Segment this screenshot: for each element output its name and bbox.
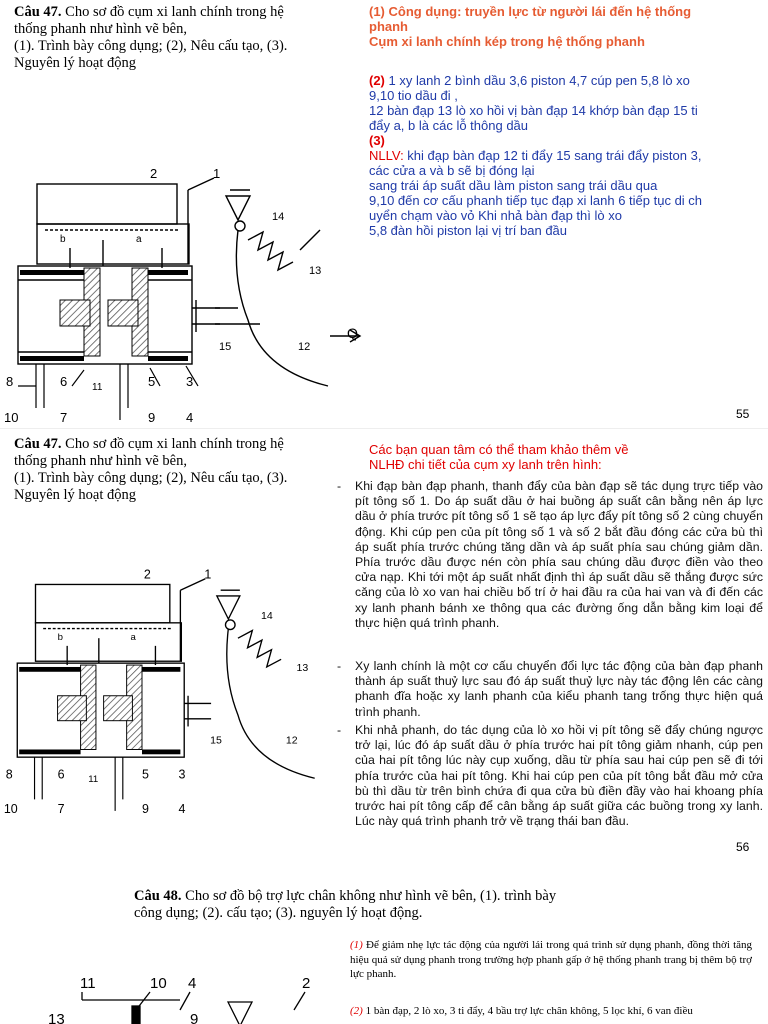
diagram-label: b [57, 632, 63, 644]
diagram-label: 9 [148, 410, 156, 425]
ans1-label: (1) [350, 939, 363, 951]
ans2-line: 1 bàn đạp, 2 lò xo, 3 ti đẩy, 4 bầu trợ lực chân không, 5 lọc khí, 6 van điều [365, 1005, 693, 1017]
diagram-label: 13 [309, 265, 322, 277]
answer2-line: 12 bàn đạp 13 lò xo hồi vị bàn đạp 14 khớp bàn đạp 15 ti [369, 103, 698, 118]
diagram-label: 4 [188, 975, 197, 992]
bullet-text: Xy lanh chính là một cơ cấu chuyển đổi lực tác động của bàn đạp phanh thành áp suất thuỷ lực sau đó áp suất thuỷ lực này tác động lên các càng phanh đĩa hoặc xy lanh phanh của kiểu phanh tang trống thực hiện quá trình phanh. [355, 659, 763, 719]
diagram-label: 8 [6, 374, 14, 389]
diagram-label: 6 [60, 374, 68, 389]
bullet-text: Khi nhả phanh, do tác dụng của lò xo hồi vị pít tông sẽ đẩy chúng ngược trở lại, lúc đó áp suất dầu ở phía trước hai pít tông giảm nhanh, cúp pen của hai pít tông lúc này cụp xuống, dầu từ phía sau hai cúp pen sẽ đi tới phía trước của hai pít tông. Khi hai cúp pen của pít tông bắt đầu mở cửa bù thì dầu từ trên bình chứa đi qua cửa bù điền đầy vào hai khoang phía trước hai pít tông cấp để cân bằng áp suất giữa các buồng trong xy lanh. Lúc này quá trình phanh trở về trạng thái ban đầu. [355, 723, 763, 829]
question-line: Cho sơ đồ cụm xi lanh chính trong hệ [65, 4, 284, 20]
slide1-question [14, 4, 339, 72]
answer2-block [369, 73, 764, 238]
diagram-label: a [130, 632, 136, 644]
diagram-label: 2 [143, 567, 151, 582]
diagram-label: 10 [3, 801, 18, 816]
slide-divider [0, 428, 768, 429]
reservior-top [37, 184, 177, 224]
diagram-label: Q [347, 325, 358, 341]
answer2-line: đẩy a, b là các lỗ thông dầu [369, 118, 529, 133]
diagram-label: 3 [178, 767, 186, 782]
question-line: thống phanh như hình vẽ bên, [14, 21, 187, 37]
note-block [369, 442, 759, 472]
diagram-label: 5 [142, 767, 149, 782]
answer1-title: (1) Công dụng: truyền lực từ người lái đến hệ thống [369, 4, 692, 19]
answer3-label: (3) [369, 133, 385, 148]
bullet-item: - Khi đạp bàn đạp phanh, thanh đẩy của bàn đạp sẽ tác dụng trực tiếp vào pít tông số 1. Do áp suất dầu ở hai buồng áp suất cân bằng nên áp lực dầu ở phía trước pít tông số 1 sẽ tạo áp lực đẩy pít tông số 2 cùng chuyển động. Khi cúp pen của pít tông số 1 và số 2 bắt đầu đóng các cửa bù thì áp suất phía trước chúng tăng dần và áp suất phía sau chúng giảm dần. Phía trước dầu được nén còn phía sau chúng dầu được điền vào theo cửa nạp. Khi tới một áp suất nhất định thì áp suất dầu sẽ thắng được sức căng của lò xo van hai chiều bố trí ở hai đầu ra của hai van và đi đến các xy lanh phanh bánh xe thông qua các đường ống dẫn bằng kim loại để thực hiện quá trình phanh. [337, 479, 763, 630]
answer3-line: khi đạp bàn đạp 12 ti đẩy 15 sang trái đẩy piston 3, [403, 148, 702, 163]
question-line: Cho sơ đồ bộ trợ lực chân không như hình vẽ bên, (1). trình bày [185, 888, 557, 904]
ans1-line: đồng thời tăng hiệu quả sử dụng phanh trong trường hợp phanh gấp ở hệ [350, 939, 753, 966]
bullet-item: - Xy lanh chính là một cơ cấu chuyển đổi lực tác động của bàn đạp phanh thành áp suất thuỷ lực sau đó áp suất thuỷ lực này tác động lên các càng phanh đĩa hoặc xy lanh phanh của kiểu phanh tang trống thực hiện quá trình phanh. [337, 659, 763, 719]
diagram-label: 2 [302, 975, 311, 992]
diagram-label: 4 [186, 410, 194, 425]
diagram-label: 13 [296, 661, 309, 674]
answer2-line: 9,10 tio dầu đi , [369, 88, 458, 103]
answer3-line: uyển chạm vào vỏ Khi nhả bàn đạp thì lò xo [369, 208, 622, 223]
question-line: thống phanh như hình vẽ bên, [14, 453, 187, 469]
diagram-label: 10 [150, 975, 167, 992]
diagram-label: 5 [148, 374, 156, 389]
diagram-label: 4 [178, 801, 186, 816]
question-line: (1). Trình bày công dụng; (2), Nêu cấu tạo, (3). [14, 38, 288, 54]
slide2-question [14, 436, 339, 504]
vacuum-booster-diagram [0, 970, 340, 1024]
diagram-label: 13 [48, 1011, 65, 1024]
diagram-label: 10 [4, 410, 19, 425]
diagram-label: 8 [5, 767, 13, 782]
bullet-item: - Khi nhả phanh, do tác dụng của lò xo hồi vị pít tông sẽ đẩy chúng ngược trở lại, lúc đó áp suất dầu ở phía trước hai pít tông giảm nhanh, cúp pen của hai pít tông lúc này cụp xuống, dầu từ phía sau hai cúp pen sẽ đi tới phía trước của hai pít tông. Khi hai cúp pen của pít tông bắt đầu mở cửa bù thì dầu từ trên bình chứa đi qua cửa bù điền đầy vào hai khoang phía trước hai pít tông cấp để cân bằng áp suất giữa các buồng trong xy lanh. Lúc này quá trình phanh trở về trạng thái ban đầu. [337, 723, 763, 829]
answer1-block [369, 4, 764, 49]
answer3-line: sang trái áp suất dầu làm piston sang trái dầu qua [369, 178, 658, 193]
question-label: Câu 48. [134, 888, 182, 904]
note-line: Các bạn quan tâm có thể tham khảo thêm về [369, 442, 629, 457]
question-label: Câu 47. [14, 4, 62, 20]
note-line: NLHĐ chi tiết của cụm xy lanh trên hình: [369, 457, 602, 472]
slide3-question [134, 888, 734, 922]
answer1-title-cont: phanh [369, 19, 408, 34]
ans2-label: (2) [350, 1005, 363, 1017]
diagram-label: 15 [219, 341, 232, 353]
ans1-line: Để giảm nhẹ lực tác động của người lái trong quá trình sử dụng phanh, [366, 939, 685, 951]
diagram-label: 7 [57, 801, 65, 816]
question-label: Câu 47. [14, 436, 62, 452]
question-line: Cho sơ đồ cụm xi lanh chính trong hệ [65, 436, 284, 452]
diagram-label: 12 [285, 734, 298, 747]
diagram-label: 11 [88, 774, 99, 786]
diagram-label: 15 [210, 734, 222, 747]
answer2-line: 1 xy lanh 2 bình dầu 3,6 piston 4,7 cúp pen 5,8 lò xo [388, 73, 690, 88]
diagram-label: 2 [150, 166, 158, 181]
diagram-label: 12 [298, 341, 311, 353]
diagram-label: 6 [57, 767, 65, 782]
bullet-text: Khi đạp bàn đạp phanh, thanh đẩy của bàn đạp sẽ tác dụng trực tiếp vào pít tông số 1. Do áp suất dầu ở hai buồng áp suất cân bằng nên áp lực dầu ở phía trước pít tông số 1 sẽ tạo áp lực đẩy pít tông số 2 cùng chuyển động. Khi cúp pen của pít tông số 1 và số 2 bắt đầu đóng các cửa bù thì áp suất phía trước chúng tăng dần và áp suất phía sau chúng giảm dần. Phía trước dầu được nén còn phía sau chúng dầu được điền vào theo cửa nạp. Khi tới một áp suất nhất định thì áp suất dầu sẽ thắng được sức căng của lò xo van hai chiều bố trí ở hai đầu ra của hai van và đi đến các xy lanh phanh bánh xe thông qua các đường ống dẫn bằng kim loại để thực hiện quá trình phanh. [355, 479, 763, 630]
diagram-label: 11 [92, 382, 103, 393]
question-line: (1). Trình bày công dụng; (2), Nêu cấu tạo, (3). [14, 470, 288, 486]
diagram-label: a [136, 234, 142, 245]
diagram-label: 1 [213, 166, 221, 181]
diagram-label: 3 [186, 374, 194, 389]
cylinder-body [18, 266, 192, 364]
answer2-label: (2) [369, 73, 385, 88]
ans1-line: thống phanh trang bị thêm bộ trợ lực phanh. [350, 953, 752, 980]
nllv-label: NLLV: [369, 148, 404, 163]
question-line: Nguyên lý hoạt động [14, 487, 137, 503]
diagram-label: 9 [190, 1011, 199, 1024]
diagram-label: 14 [260, 610, 273, 622]
answer3-line: 9,10 đến cơ cấu phanh tiếp tục đạp xi lanh 6 tiếp tục di ch [369, 193, 703, 208]
diagram-label: 9 [142, 801, 149, 816]
answer3-line: các cửa a và b sẽ bị đóng lại [369, 163, 535, 178]
diagram-label: 11 [80, 975, 96, 992]
diagram-label: 14 [272, 211, 285, 223]
master-cylinder-diagram [0, 160, 370, 428]
diagram-label: 7 [60, 410, 68, 425]
slide3-answer1 [350, 938, 752, 982]
answer3-line: 5,8 đàn hồi piston lại vị trí ban đầu [369, 223, 568, 238]
page-number: 56 [736, 840, 750, 854]
question-line: công dụng; (2). cấu tạo; (3). nguyên lý hoạt động. [134, 905, 423, 921]
master-cylinder-diagram [0, 556, 355, 824]
diagram-label: b [60, 234, 66, 245]
diagram-label: 1 [204, 567, 212, 582]
slide3-answer2 [350, 1004, 760, 1019]
page-number: 55 [736, 407, 750, 421]
answer1-sub: Cụm xi lanh chính kép trong hệ thống phanh [369, 34, 645, 49]
question-line: Nguyên lý hoạt động [14, 55, 137, 71]
